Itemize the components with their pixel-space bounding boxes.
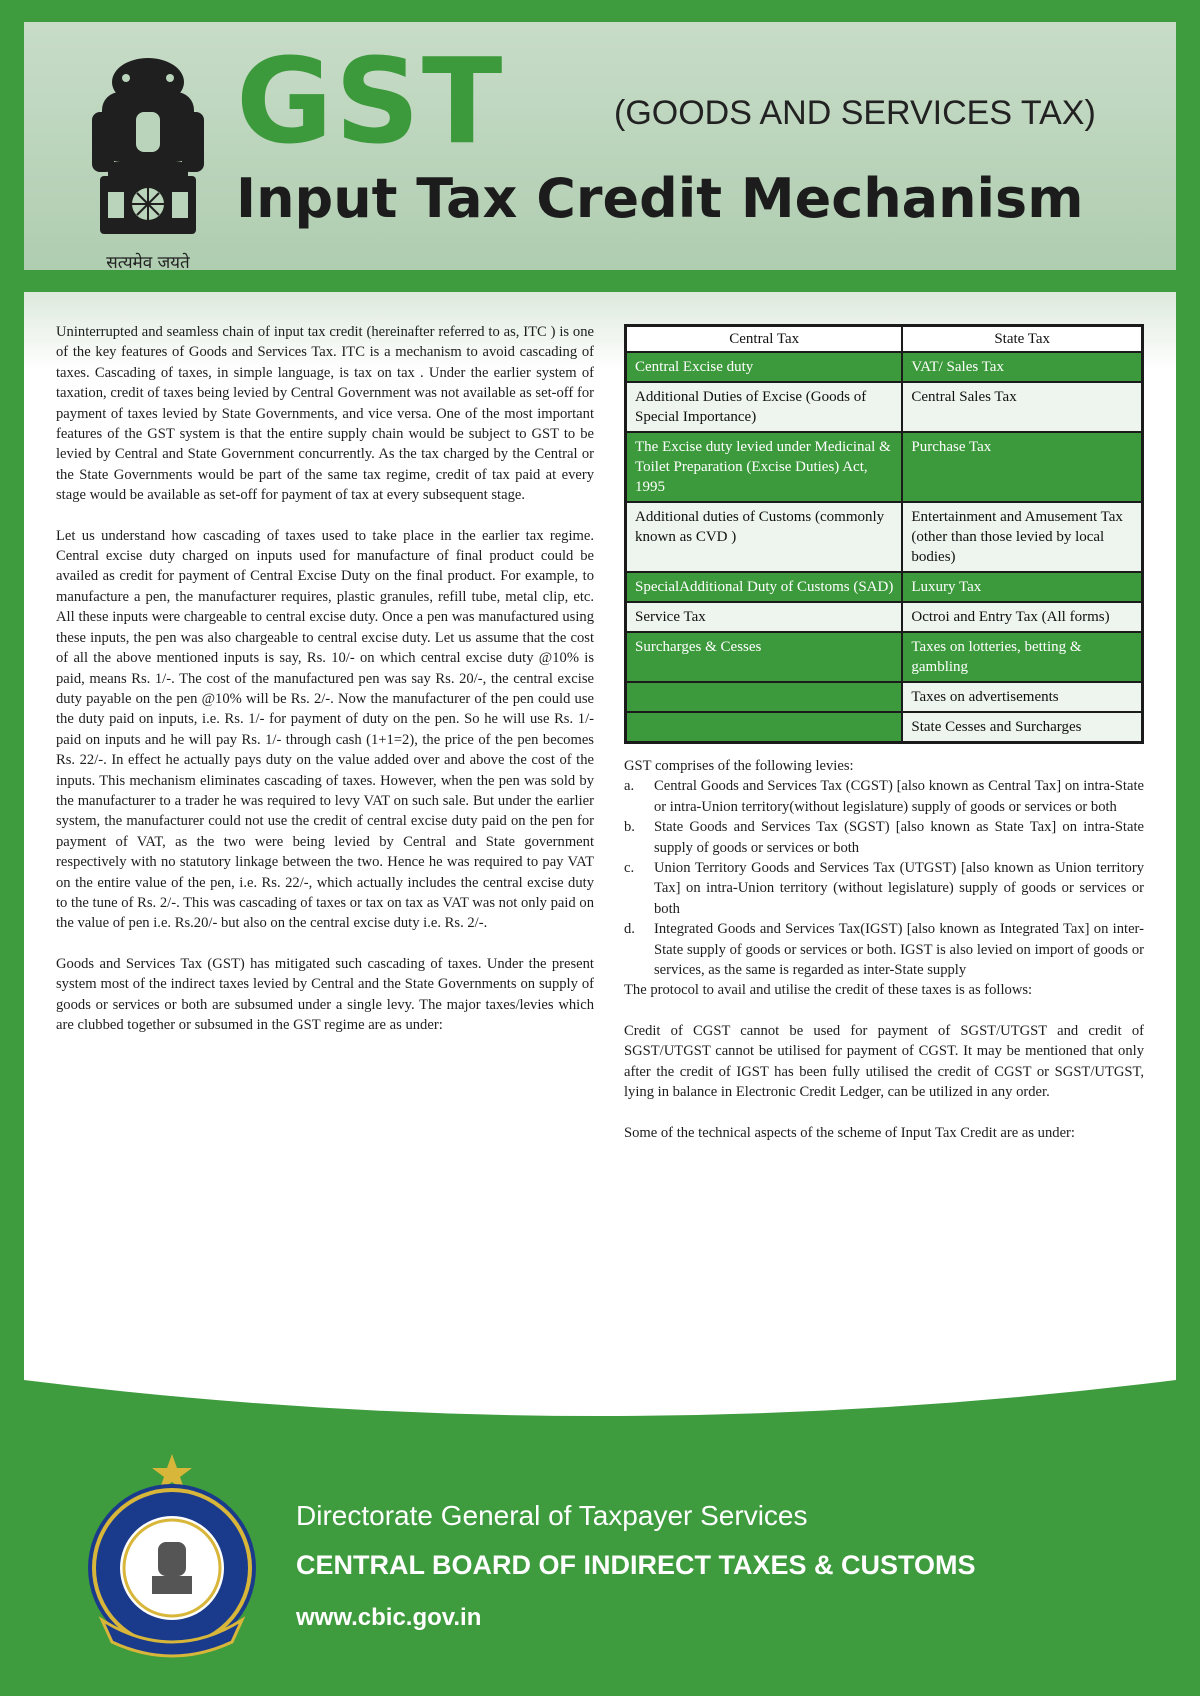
levy-text: Union Territory Goods and Services Tax (UTGST) [also known as Union territory Tax] on intra-Union territory (without legislature) supply of goods or services or both xyxy=(654,860,1144,917)
cbic-seal-icon xyxy=(82,1450,262,1660)
main-title: Input Tax Credit Mechanism xyxy=(236,167,1084,230)
left-column xyxy=(56,322,594,1055)
central-tax-cell: Service Tax xyxy=(626,602,903,632)
emblem-motto: सत्यमेव जयते xyxy=(106,253,190,273)
central-tax-cell xyxy=(626,712,903,743)
intro-paragraph: Uninterrupted and seamless chain of input tax credit (hereinafter referred to as, ITC ) is one of the key features of Goods and Services Tax. ITC is a mechanism to avoid cascading of taxes. Cascading of taxes, in simple language, is tax on tax . Under the earlier system of taxation, credit of taxes being levied by Central Government was not available as set-off for payment of taxes levied by State Governments, and vice versa. One of the most important features of the GST system is that the entire supply chain would be subject to GST to be levied by Central and State Government concurrently. As the tax charged by the Central or the State Governments would be part of the same tax regime, credit of tax paid at every stage would be available as set-off for payment of tax at every subsequent stage. xyxy=(56,324,594,504)
technical-aspects-paragraph: Some of the technical aspects of the scheme of Input Tax Credit are as under: xyxy=(624,1124,1075,1141)
levy-marker: b. xyxy=(624,819,635,836)
gst-subsumes-paragraph: Goods and Services Tax (GST) has mitigated such cascading of taxes. Under the present system most of the indirect taxes levied by Central and the State Governments on supply of goods or services or both are subsumed under a single levy. The major taxes/levies which are clubbed together or subsumed in the GST regime are as under: xyxy=(56,955,594,1033)
state-tax-cell: Taxes on advertisements xyxy=(902,682,1142,712)
central-tax-cell: The Excise duty levied under Medicinal & Toilet Preparation (Excise Duties) Act, 1995 xyxy=(626,432,903,502)
central-tax-cell: Additional Duties of Excise (Goods of Special Importance) xyxy=(626,382,903,432)
levy-marker: c. xyxy=(624,860,635,877)
levy-item xyxy=(624,776,1144,817)
national-emblem-icon xyxy=(78,52,218,248)
state-tax-cell: Entertainment and Amusement Tax (other than those levied by local bodies) xyxy=(902,502,1142,572)
gst-subtitle: (GOODS AND SERVICES TAX) xyxy=(614,94,1096,132)
directorate-name: Directorate General of Taxpayer Services xyxy=(296,1500,808,1531)
levy-item xyxy=(624,817,1144,858)
subsumed-taxes-table xyxy=(624,324,1144,744)
central-tax-cell: SpecialAdditional Duty of Customs (SAD) xyxy=(626,572,903,602)
central-tax-cell: Additional duties of Customs (commonly known as CVD ) xyxy=(626,502,903,572)
table-header-row xyxy=(626,326,1143,353)
table-body xyxy=(626,352,1143,743)
state-tax-cell: State Cesses and Surcharges xyxy=(902,712,1142,743)
central-tax-cell: Central Excise duty xyxy=(626,352,903,382)
levy-marker: d. xyxy=(624,921,635,938)
protocol-text: The protocol to avail and utilise the credit of these taxes is as follows: xyxy=(624,982,1033,999)
state-tax-cell: Taxes on lotteries, betting & gambling xyxy=(902,632,1142,682)
table-row xyxy=(626,572,1143,602)
right-column xyxy=(624,324,1144,1163)
header-banner xyxy=(24,22,1176,273)
levy-item xyxy=(624,858,1144,919)
table-row xyxy=(626,712,1143,743)
cascading-example-paragraph: Let us understand how cascading of taxes used to take place in the earlier tax regime. Central excise duty charged on inputs used for manufacture of final product could be availed as credit for payment of Central Excise Duty on the final product. For example, to manufacture a pen, the manufacturer requires, plastic granules, refill tube, metal clip, etc. All these inputs were chargeable to central excise duty. Once a pen was manufactured using these inputs, the pen was also chargeable to central excise duty. Let us assume that the cost of all the above mentioned inputs is say, Rs. 10/- on which central excise duty @10% is paid, means Rs. 1/-. The cost of the manufactured pen was say Rs. 20/-, the central excise duty payable on the pen @10% will be Rs. 2/-. Now the manufacturer of the pen could use the duty paid on inputs, i.e. Rs. 1/- for payment of duty on the pen. So he will use Rs. 1/- paid on inputs and he will pay Rs. 1/- through cash (1+1=2), the price of the pen becomes Rs. 22/-. In effect he actually pays duty on the value added over and above the cost of the inputs. This mechanism eliminates cascading of taxes. However, when the pen was sold by the manufacturer to a trader he was required to levy VAT on such sale. But under the earlier system, the manufacturer could not use the credit of central excise duty paid on the pen for payment of VAT, as the two were being levied by Central and State government respectively with no statutory linkage between the two. Hence he was required to pay VAT on the entire value of the pen, i.e. Rs. 22/-, which actually includes the central excise duty to the tune of Rs. 2/-. This was cascading of taxes or tax on tax as VAT was not only paid on the value of pen i.e. Rs.20/- but also on the central excise duty i.e. Rs. 2/-. xyxy=(56,527,594,932)
credit-utilisation-paragraph: Credit of CGST cannot be used for payment of SGST/UTGST and credit of SGST/UTGST cannot be utilised for payment of CGST. It may be mentioned that only after the credit of IGST has been fully utilised the credit of CGST or SGST/UTGST, lying in balance in Electronic Credit Ledger, can be utilized in any order. xyxy=(624,1022,1144,1101)
table-row xyxy=(626,502,1143,572)
central-tax-cell xyxy=(626,682,903,712)
table-row xyxy=(626,382,1143,432)
state-tax-cell: VAT/ Sales Tax xyxy=(902,352,1142,382)
column-header-central-tax: Central Tax xyxy=(626,326,903,353)
table-row xyxy=(626,432,1143,502)
table-row xyxy=(626,632,1143,682)
board-name: CENTRAL BOARD OF INDIRECT TAXES & CUSTOMS xyxy=(296,1550,976,1580)
table-row xyxy=(626,602,1143,632)
gst-title: GST xyxy=(236,32,505,170)
central-tax-cell: Surcharges & Cesses xyxy=(626,632,903,682)
table-row xyxy=(626,682,1143,712)
state-tax-cell: Luxury Tax xyxy=(902,572,1142,602)
column-header-state-tax: State Tax xyxy=(902,326,1142,353)
state-tax-cell: Octroi and Entry Tax (All forms) xyxy=(902,602,1142,632)
table-row xyxy=(626,352,1143,382)
levies-intro: GST comprises of the following levies: xyxy=(624,758,854,774)
website-link[interactable]: www.cbic.gov.in xyxy=(296,1604,482,1631)
state-tax-cell: Purchase Tax xyxy=(902,432,1142,502)
levies-list xyxy=(624,776,1144,980)
levy-text: State Goods and Services Tax (SGST) [also known as State Tax] on intra-State supply of goods or services or both xyxy=(654,819,1144,856)
levy-marker: a. xyxy=(624,778,635,795)
state-tax-cell: Central Sales Tax xyxy=(902,382,1142,432)
content-panel xyxy=(24,292,1176,1422)
levy-text: Central Goods and Services Tax (CGST) [also known as Central Tax] on intra-State or intra-Union territory(without legislature) supply of goods or services or both xyxy=(654,778,1144,815)
levy-item xyxy=(624,919,1144,980)
levy-text: Integrated Goods and Services Tax(IGST) [also known as Integrated Tax] on inter-State supply of goods or services or both. IGST is also levied on import of goods or services, as the same is regarded as inter-State supply xyxy=(654,921,1144,979)
